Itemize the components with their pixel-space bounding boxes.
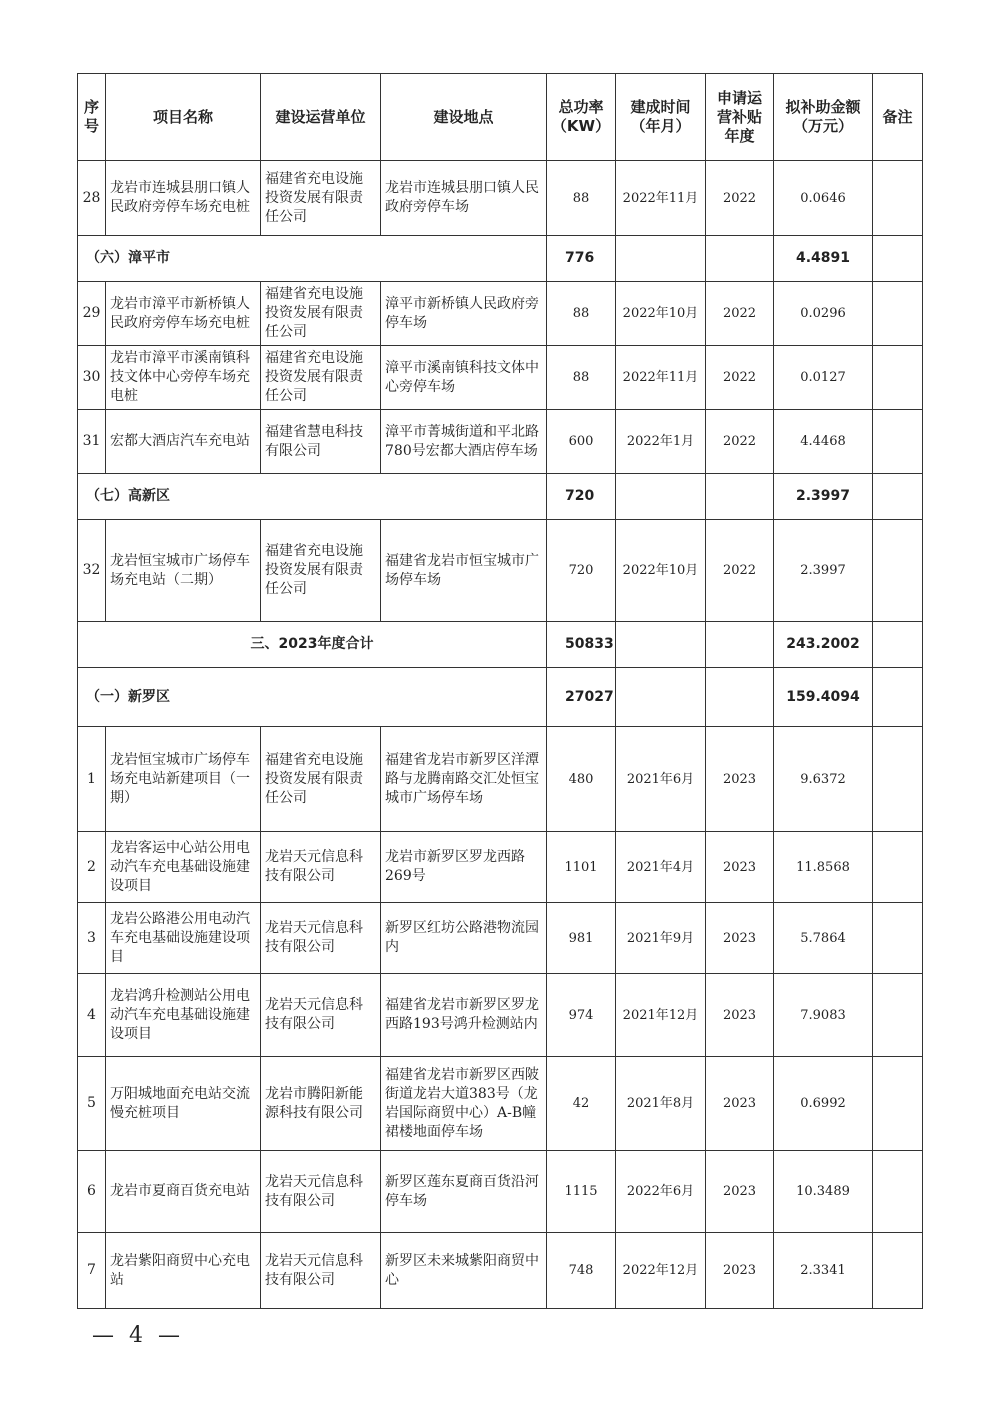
unit-cell: 龙岩天元信息科技有限公司 (261, 1233, 381, 1309)
year-cell: 2022 (706, 410, 774, 474)
header-year: 申请运营补贴年度 (706, 74, 774, 161)
group-power: 720 (547, 474, 616, 520)
unit-cell: 福建省充电设施投资发展有限责任公司 (261, 346, 381, 410)
group-note (873, 236, 923, 282)
seq-cell: 1 (78, 727, 106, 832)
header-time: 建成时间（年月） (616, 74, 706, 161)
amount-cell: 2.3997 (774, 520, 873, 622)
location-cell: 龙岩市连城县朋口镇人民政府旁停车场 (381, 161, 547, 236)
group-row (78, 236, 923, 282)
amount-cell: 4.4468 (774, 410, 873, 474)
unit-cell: 福建省充电设施投资发展有限责任公司 (261, 520, 381, 622)
header-name: 项目名称 (106, 74, 261, 161)
header-unit: 建设运营单位 (261, 74, 381, 161)
note-cell (873, 903, 923, 974)
seq-cell: 5 (78, 1057, 106, 1151)
power-cell: 1115 (547, 1151, 616, 1233)
year-cell: 2022 (706, 346, 774, 410)
location-cell: 新罗区未来城紫阳商贸中心 (381, 1233, 547, 1309)
name-cell: 龙岩恒宝城市广场停车场充电站（二期） (106, 520, 261, 622)
amount-cell: 0.6992 (774, 1057, 873, 1151)
year-cell: 2022 (706, 520, 774, 622)
note-cell (873, 520, 923, 622)
note-cell (873, 161, 923, 236)
time-cell: 2022年11月 (616, 161, 706, 236)
location-cell: 新罗区红坊公路港物流园内 (381, 903, 547, 974)
power-cell: 42 (547, 1057, 616, 1151)
location-cell: 漳平市菁城街道和平北路780号宏都大酒店停车场 (381, 410, 547, 474)
table-row (78, 903, 923, 974)
year-cell: 2023 (706, 974, 774, 1057)
group-label: （一）新罗区 (78, 668, 547, 727)
name-cell: 龙岩鸿升检测站公用电动汽车充电基础设施建设项目 (106, 974, 261, 1057)
time-cell: 2021年4月 (616, 832, 706, 903)
subsidy-table (77, 73, 923, 1309)
unit-cell: 福建省慧电科技有限公司 (261, 410, 381, 474)
name-cell: 龙岩市连城县朋口镇人民政府旁停车场充电桩 (106, 161, 261, 236)
name-cell: 龙岩公路港公用电动汽车充电基础设施建设项目 (106, 903, 261, 974)
year-cell: 2022 (706, 161, 774, 236)
group-amount: 2.3997 (774, 474, 873, 520)
name-cell: 龙岩市夏商百货充电站 (106, 1151, 261, 1233)
name-cell: 龙岩市漳平市新桥镇人民政府旁停车场充电桩 (106, 282, 261, 346)
seq-cell: 31 (78, 410, 106, 474)
time-cell: 2021年12月 (616, 974, 706, 1057)
year-cell: 2023 (706, 1057, 774, 1151)
power-cell: 981 (547, 903, 616, 974)
amount-cell: 0.0296 (774, 282, 873, 346)
group-note (873, 474, 923, 520)
group-note (873, 668, 923, 727)
time-cell: 2021年6月 (616, 727, 706, 832)
unit-cell: 福建省充电设施投资发展有限责任公司 (261, 727, 381, 832)
amount-cell: 7.9083 (774, 974, 873, 1057)
group-label: （七）高新区 (78, 474, 547, 520)
name-cell: 万阳城地面充电站交流慢充桩项目 (106, 1057, 261, 1151)
power-cell: 88 (547, 161, 616, 236)
location-cell: 福建省龙岩市新罗区罗龙西路193号鸿升检测站内 (381, 974, 547, 1057)
total-power: 50833 (547, 622, 616, 668)
group-time (616, 474, 706, 520)
amount-cell: 10.3489 (774, 1151, 873, 1233)
header-seq: 序号 (78, 74, 106, 161)
page-number: — 4 — (92, 1323, 184, 1348)
location-cell: 福建省龙岩市恒宝城市广场停车场 (381, 520, 547, 622)
group-time (616, 668, 706, 727)
time-cell: 2022年1月 (616, 410, 706, 474)
name-cell: 龙岩客运中心站公用电动汽车充电基础设施建设项目 (106, 832, 261, 903)
unit-cell: 龙岩天元信息科技有限公司 (261, 974, 381, 1057)
amount-cell: 9.6372 (774, 727, 873, 832)
table-row (78, 410, 923, 474)
table-body (78, 161, 923, 1309)
amount-cell: 11.8568 (774, 832, 873, 903)
time-cell: 2022年10月 (616, 520, 706, 622)
note-cell (873, 727, 923, 832)
time-cell: 2021年9月 (616, 903, 706, 974)
group-amount: 159.4094 (774, 668, 873, 727)
year-cell: 2023 (706, 1151, 774, 1233)
note-cell (873, 282, 923, 346)
total-time (616, 622, 706, 668)
group-year (706, 668, 774, 727)
seq-cell: 29 (78, 282, 106, 346)
seq-cell: 30 (78, 346, 106, 410)
amount-cell: 0.0646 (774, 161, 873, 236)
group-time (616, 236, 706, 282)
location-cell: 福建省龙岩市新罗区洋潭路与龙腾南路交汇处恒宝城市广场停车场 (381, 727, 547, 832)
group-row (78, 668, 923, 727)
total-row (78, 622, 923, 668)
time-cell: 2022年10月 (616, 282, 706, 346)
seq-cell: 3 (78, 903, 106, 974)
year-cell: 2022 (706, 282, 774, 346)
table-row (78, 1151, 923, 1233)
amount-cell: 2.3341 (774, 1233, 873, 1309)
amount-cell: 5.7864 (774, 903, 873, 974)
note-cell (873, 410, 923, 474)
total-label: 三、2023年度合计 (78, 622, 547, 668)
year-cell: 2023 (706, 727, 774, 832)
table-row (78, 346, 923, 410)
table-row (78, 727, 923, 832)
power-cell: 1101 (547, 832, 616, 903)
table-row (78, 1233, 923, 1309)
seq-cell: 4 (78, 974, 106, 1057)
time-cell: 2022年6月 (616, 1151, 706, 1233)
power-cell: 974 (547, 974, 616, 1057)
amount-cell: 0.0127 (774, 346, 873, 410)
note-cell (873, 1057, 923, 1151)
time-cell: 2022年11月 (616, 346, 706, 410)
group-year (706, 236, 774, 282)
power-cell: 88 (547, 346, 616, 410)
seq-cell: 32 (78, 520, 106, 622)
header-power: 总功率（KW） (547, 74, 616, 161)
group-row (78, 474, 923, 520)
name-cell: 龙岩紫阳商贸中心充电站 (106, 1233, 261, 1309)
group-year (706, 474, 774, 520)
seq-cell: 7 (78, 1233, 106, 1309)
table-row (78, 282, 923, 346)
note-cell (873, 974, 923, 1057)
header-location: 建设地点 (381, 74, 547, 161)
table-row (78, 974, 923, 1057)
group-amount: 4.4891 (774, 236, 873, 282)
unit-cell: 福建省充电设施投资发展有限责任公司 (261, 161, 381, 236)
power-cell: 88 (547, 282, 616, 346)
unit-cell: 龙岩天元信息科技有限公司 (261, 903, 381, 974)
total-amount: 243.2002 (774, 622, 873, 668)
unit-cell: 福建省充电设施投资发展有限责任公司 (261, 282, 381, 346)
note-cell (873, 346, 923, 410)
group-label: （六）漳平市 (78, 236, 547, 282)
seq-cell: 2 (78, 832, 106, 903)
header-amount: 拟补助金额（万元） (774, 74, 873, 161)
note-cell (873, 832, 923, 903)
location-cell: 新罗区莲东夏商百货沿河停车场 (381, 1151, 547, 1233)
power-cell: 720 (547, 520, 616, 622)
seq-cell: 28 (78, 161, 106, 236)
location-cell: 龙岩市新罗区罗龙西路269号 (381, 832, 547, 903)
note-cell (873, 1151, 923, 1233)
year-cell: 2023 (706, 832, 774, 903)
header-row (78, 74, 923, 161)
time-cell: 2021年8月 (616, 1057, 706, 1151)
table-row (78, 1057, 923, 1151)
group-power: 27027 (547, 668, 616, 727)
seq-cell: 6 (78, 1151, 106, 1233)
location-cell: 漳平市新桥镇人民政府旁停车场 (381, 282, 547, 346)
table-row (78, 161, 923, 236)
unit-cell: 龙岩天元信息科技有限公司 (261, 1151, 381, 1233)
location-cell: 福建省龙岩市新罗区西陂街道龙岩大道383号（龙岩国际商贸中心）A-B幢裙楼地面停车场 (381, 1057, 547, 1151)
name-cell: 宏都大酒店汽车充电站 (106, 410, 261, 474)
table-row (78, 832, 923, 903)
total-year (706, 622, 774, 668)
header-note: 备注 (873, 74, 923, 161)
total-note (873, 622, 923, 668)
unit-cell: 龙岩天元信息科技有限公司 (261, 832, 381, 903)
group-power: 776 (547, 236, 616, 282)
year-cell: 2023 (706, 903, 774, 974)
unit-cell: 龙岩市腾阳新能源科技有限公司 (261, 1057, 381, 1151)
time-cell: 2022年12月 (616, 1233, 706, 1309)
note-cell (873, 1233, 923, 1309)
power-cell: 480 (547, 727, 616, 832)
location-cell: 漳平市溪南镇科技文体中心旁停车场 (381, 346, 547, 410)
table-row (78, 520, 923, 622)
name-cell: 龙岩市漳平市溪南镇科技文体中心旁停车场充电桩 (106, 346, 261, 410)
power-cell: 748 (547, 1233, 616, 1309)
year-cell: 2023 (706, 1233, 774, 1309)
name-cell: 龙岩恒宝城市广场停车场充电站新建项目（一期） (106, 727, 261, 832)
power-cell: 600 (547, 410, 616, 474)
